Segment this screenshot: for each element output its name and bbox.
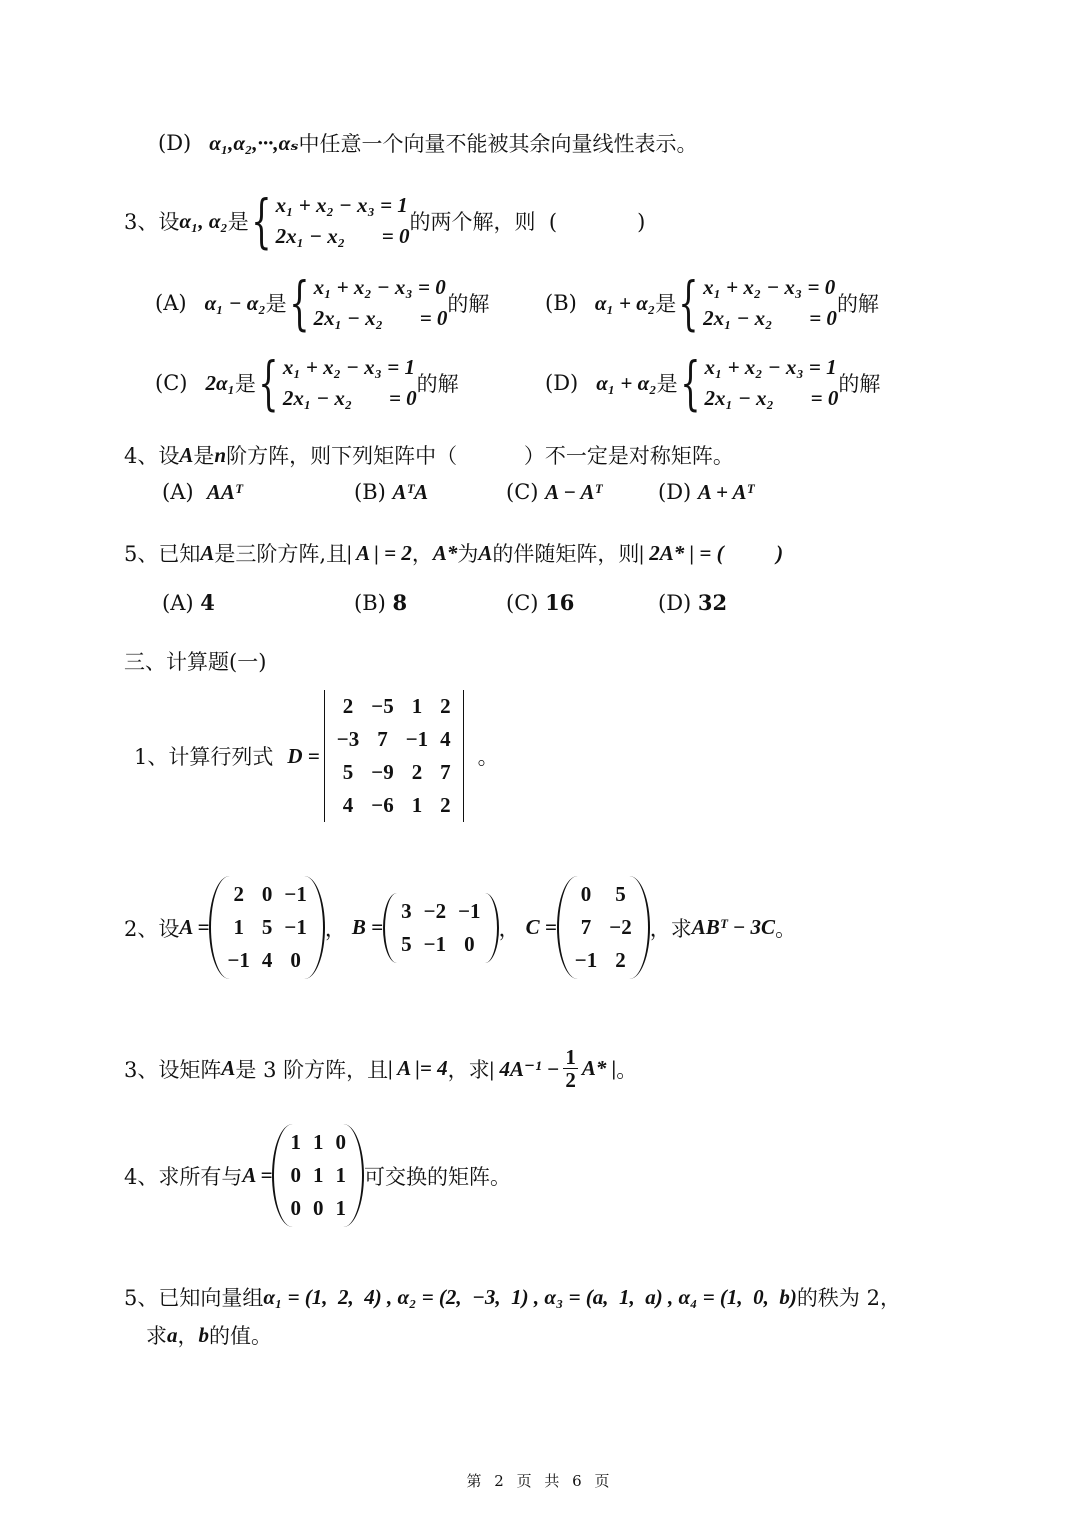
matrix-cell: 0 xyxy=(290,1163,301,1187)
page-footer: 第 2 页 共 6 页 xyxy=(466,1472,614,1490)
matrix-cell: 7 xyxy=(580,915,592,939)
left-brace-icon: { xyxy=(288,269,310,337)
math-symbol: A xyxy=(179,442,194,467)
question-is: 是 xyxy=(227,210,249,234)
matrix-cell: 2 xyxy=(440,694,451,718)
matrix-cell: −1 xyxy=(423,931,447,956)
matrix-cell: −6 xyxy=(371,793,394,817)
matrix-cell: 4 xyxy=(342,793,354,817)
option-expression: AᵀA xyxy=(392,480,429,504)
matrix-cell: 0 xyxy=(312,1196,324,1220)
matrix-cell: 1 xyxy=(411,793,423,817)
math-lhs: C = xyxy=(525,915,557,939)
q4-option-b xyxy=(354,480,506,505)
equation-line-1: x₁ + x₂ − x₃ = 1 xyxy=(275,193,408,217)
matrix-cell: 5 xyxy=(342,760,354,784)
matrix-a xyxy=(272,1124,364,1227)
question-4 xyxy=(124,440,734,470)
question-tail: 。 xyxy=(775,916,797,941)
math-expression: | 2A* | = ( ) xyxy=(639,540,784,565)
q4-option-d xyxy=(658,480,754,505)
matrix-cell: 7 xyxy=(440,760,451,784)
q5-options xyxy=(162,590,727,615)
question-text: ，求 xyxy=(649,916,692,941)
left-brace-icon: { xyxy=(258,349,279,417)
equation-line-2: 2x₁ − x₂ = 0 xyxy=(703,306,837,330)
question-text: 的值。 xyxy=(209,1324,272,1348)
question-text: 是 3 阶方阵，且 xyxy=(235,1057,389,1082)
question-text: ， xyxy=(177,1324,199,1348)
question-text: 4、设 xyxy=(124,444,180,468)
option-tail: 的解 xyxy=(836,292,879,316)
equation-line-2: 2x₁ − x₂ = 0 xyxy=(275,224,410,248)
matrix-cell: 1 xyxy=(335,1196,346,1220)
equation-line-1: x₁ + x₂ − x₃ = 0 xyxy=(313,275,446,299)
option-label: (D) xyxy=(658,591,692,615)
matrix-cell: 2 xyxy=(342,694,354,718)
option-label: (D) xyxy=(658,480,692,504)
question-text: 2、设 xyxy=(124,916,180,941)
math-lhs: D = xyxy=(287,743,320,768)
question-5 xyxy=(124,538,783,568)
calc-5 xyxy=(124,1282,901,1350)
option-expression: A − Aᵀ xyxy=(545,480,603,504)
option-expression: α₁ + α₂ xyxy=(596,370,657,395)
vector-group: α₁ = (1, 2, 4) , α₂ = (2, −3, 1) , α₃ = (a, 1, a) , α₄ = (1, 0, b) xyxy=(263,1284,797,1309)
option-value: 4 xyxy=(200,590,215,615)
section-heading: 三、计算题(一) xyxy=(124,650,267,674)
math-expression: | 4A⁻¹ − xyxy=(489,1056,560,1081)
option-label: (C) xyxy=(506,480,539,504)
calc-4 xyxy=(124,1124,511,1227)
option-expression: AAᵀ xyxy=(206,480,243,504)
matrix-cell: 7 xyxy=(377,727,388,751)
option-value: 16 xyxy=(545,590,575,615)
fraction-denominator: 2 xyxy=(565,1068,576,1092)
option-is: 是 xyxy=(265,292,287,316)
option-value: 8 xyxy=(392,590,408,615)
q5-option-b xyxy=(354,590,506,615)
matrix-cell: 2 xyxy=(411,760,423,784)
option-expression: 2α₁ xyxy=(205,370,235,395)
matrix-cell: −1 xyxy=(574,948,598,972)
fraction xyxy=(563,1046,578,1091)
option-text: 中任意一个向量不能被其余向量线性表示。 xyxy=(298,132,698,156)
determinant-matrix xyxy=(324,690,464,822)
math-symbol: A xyxy=(478,540,493,565)
option-label: (C) xyxy=(506,591,539,615)
matrix-cell: 1 xyxy=(233,915,244,939)
equation-system xyxy=(676,269,837,337)
matrix-cell: −2 xyxy=(423,898,447,923)
equation-line-2: 2x₁ − x₂ = 0 xyxy=(313,306,448,330)
vector-list: α₁,α₂,···,αₛ xyxy=(209,131,299,155)
equation-system xyxy=(256,349,417,417)
left-brace-icon: { xyxy=(679,349,701,417)
option-label: (B) xyxy=(354,591,386,615)
q5-option-c xyxy=(506,590,658,615)
option-label: (C) xyxy=(155,371,188,395)
math-symbol: n xyxy=(214,442,227,467)
matrix-cell: 5 xyxy=(401,931,412,956)
math-lhs: A = xyxy=(242,1163,273,1187)
matrix-cell: −9 xyxy=(371,760,394,784)
left-brace-icon: { xyxy=(251,187,272,255)
equation-line-1: x₁ + x₂ − x₃ = 1 xyxy=(282,355,415,379)
matrix-cell: 2 xyxy=(615,948,626,972)
matrix-cell: 0 xyxy=(261,882,273,906)
matrix-cell: −1 xyxy=(284,882,307,906)
option-label: (A) xyxy=(155,291,187,315)
math-expression: | A | = 2 xyxy=(347,540,412,565)
matrix-cell: 4 xyxy=(440,727,451,751)
q2-option-d xyxy=(158,128,698,158)
q4-option-a xyxy=(162,480,354,505)
separator: ， xyxy=(324,916,346,941)
option-expression: A + Aᵀ xyxy=(697,480,755,504)
equation-line-1: x₁ + x₂ − x₃ = 1 xyxy=(704,355,837,379)
question-text: ，求 xyxy=(447,1057,490,1082)
question-tail: 的两个解，则 ( ) xyxy=(409,210,646,234)
question-text: 的秩为 2， xyxy=(796,1286,901,1310)
math-symbol: a xyxy=(167,1322,178,1347)
math-symbol: A* xyxy=(432,540,458,565)
left-brace-icon: { xyxy=(678,269,699,337)
matrix-cell: 1 xyxy=(290,1130,301,1154)
question-3 xyxy=(124,187,646,255)
question-text: 是 xyxy=(193,444,215,468)
question-vectors: α₁, α₂ xyxy=(179,208,228,233)
option-label: (D) xyxy=(545,371,579,395)
matrix-c xyxy=(557,876,650,979)
question-text: 求 xyxy=(146,1324,167,1348)
equation-line-1: x₁ + x₂ − x₃ = 0 xyxy=(703,275,836,299)
q3-option-b xyxy=(545,269,879,337)
option-label: (D) xyxy=(158,131,192,155)
math-expression: A* | xyxy=(581,1056,617,1080)
matrix-cell: 1 xyxy=(411,694,423,718)
matrix-cell: −1 xyxy=(227,948,250,972)
question-tail: 可交换的矩阵。 xyxy=(363,1164,511,1189)
math-lhs: A = xyxy=(179,915,210,939)
option-label: (B) xyxy=(354,480,386,504)
math-expression: ABᵀ − 3C xyxy=(691,915,776,939)
option-label: (A) xyxy=(162,480,194,504)
question-tail: 。 xyxy=(616,1057,638,1082)
q5-option-a xyxy=(162,590,354,615)
matrix-cell: 1 xyxy=(312,1130,324,1154)
matrix-cell: 0 xyxy=(580,882,592,906)
matrix-cell: 2 xyxy=(233,882,244,906)
math-lhs: B = xyxy=(351,915,384,939)
equation-line-2: 2x₁ − x₂ = 0 xyxy=(282,386,417,410)
matrix-b xyxy=(383,893,498,963)
matrix-cell: 1 xyxy=(335,1163,346,1187)
matrix-cell: −3 xyxy=(336,727,360,751)
calc-1 xyxy=(134,690,499,822)
matrix-cell: 1 xyxy=(312,1163,324,1187)
matrix-cell: 0 xyxy=(335,1130,346,1154)
matrix-cell: 4 xyxy=(261,948,273,972)
math-expression: | A |= 4 xyxy=(388,1056,448,1080)
option-tail: 的解 xyxy=(838,372,881,396)
question-text: 阶方阵，则下列矩阵中（ ）不一定是对称矩阵。 xyxy=(226,444,734,468)
question-text: 是三阶方阵,且 xyxy=(214,542,348,566)
option-tail: 的解 xyxy=(447,292,490,316)
equation-line-2: 2x₁ − x₂ = 0 xyxy=(704,386,839,410)
matrix-cell: 5 xyxy=(261,915,273,939)
question-text: ， xyxy=(411,542,433,566)
matrix-cell: 2 xyxy=(440,793,451,817)
question-text: 3、设矩阵 xyxy=(124,1057,222,1082)
math-symbol: b xyxy=(198,1322,209,1347)
matrix-a xyxy=(209,876,324,979)
option-label: (B) xyxy=(545,291,577,315)
question-text: 4、求所有与 xyxy=(124,1164,243,1189)
math-symbol: A xyxy=(200,540,215,565)
option-is: 是 xyxy=(656,372,678,396)
matrix-cell: 0 xyxy=(464,931,475,956)
equation-system xyxy=(678,349,839,417)
matrix-cell: −1 xyxy=(458,898,481,923)
matrix-cell: −2 xyxy=(609,915,632,939)
q4-options xyxy=(162,480,754,505)
equation-system xyxy=(249,187,410,255)
matrix-cell: −1 xyxy=(284,915,307,939)
equation-system xyxy=(287,269,448,337)
matrix-cell: −5 xyxy=(371,694,394,718)
option-value: 32 xyxy=(697,590,728,615)
matrix-cell: 5 xyxy=(615,882,626,906)
fraction-numerator: 1 xyxy=(565,1045,576,1069)
matrix-cell: 3 xyxy=(401,898,412,923)
math-symbol: A xyxy=(221,1056,236,1080)
option-label: (A) xyxy=(162,591,194,615)
q5-option-d xyxy=(658,590,727,615)
question-tail: 。 xyxy=(477,745,499,769)
matrix-cell: 0 xyxy=(290,1196,301,1220)
question-text: 5、已知向量组 xyxy=(124,1286,264,1310)
question-text: 为 xyxy=(457,542,479,566)
question-text: 5、已知 xyxy=(124,542,201,566)
q3-option-c xyxy=(155,349,459,417)
option-is: 是 xyxy=(234,372,256,396)
q4-option-c xyxy=(506,480,658,505)
option-expression: α₁ − α₂ xyxy=(204,290,266,315)
option-is: 是 xyxy=(655,292,677,316)
matrix-cell: 0 xyxy=(290,948,301,972)
separator: ， xyxy=(498,916,520,941)
option-expression: α₁ + α₂ xyxy=(594,290,656,315)
calc-2 xyxy=(124,876,796,979)
option-tail: 的解 xyxy=(416,372,459,396)
matrix-cell: −1 xyxy=(405,727,429,751)
question-number: 3、设 xyxy=(124,210,180,234)
q3-option-d xyxy=(545,349,881,417)
question-text: 1、计算行列式 xyxy=(134,745,274,769)
calc-3 xyxy=(124,1046,637,1091)
q3-option-a xyxy=(155,269,490,337)
question-text: 的伴随矩阵，则 xyxy=(492,542,640,566)
